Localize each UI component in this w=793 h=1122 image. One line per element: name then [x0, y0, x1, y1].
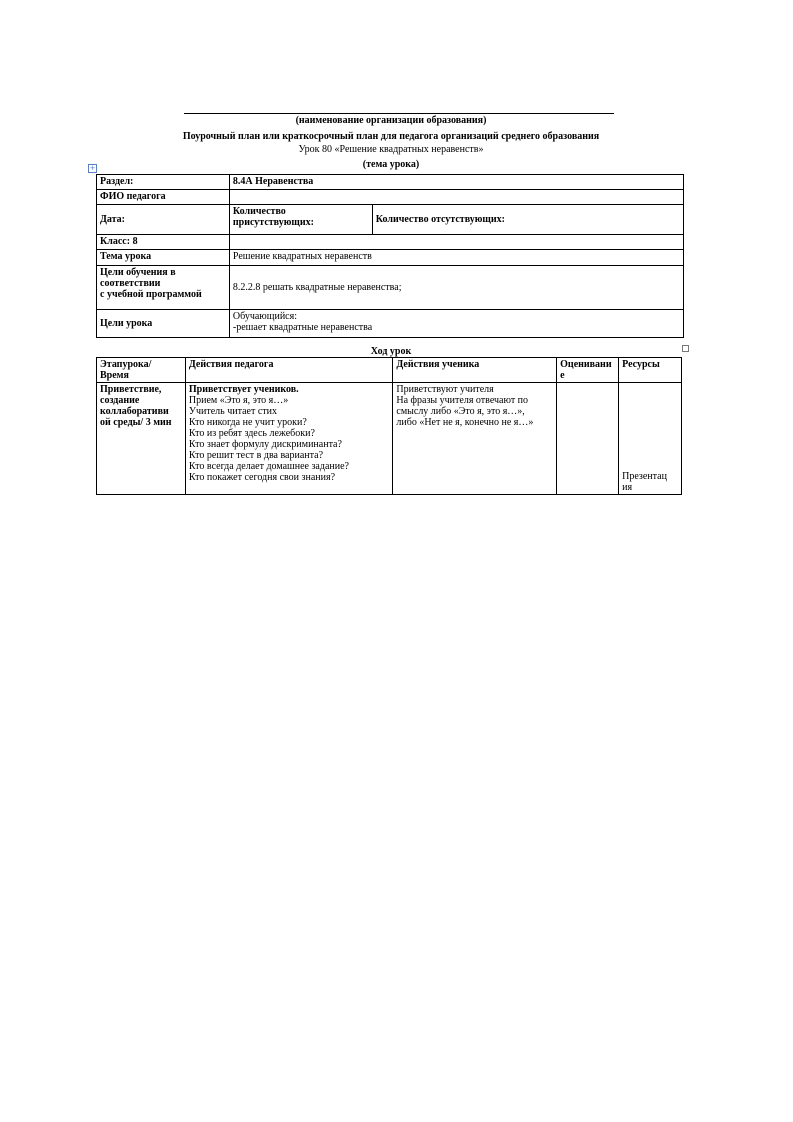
- lesson-goals-line-1: Обучающийся:: [232, 311, 297, 322]
- table-move-handle-icon[interactable]: +: [89, 164, 96, 172]
- plan-title: Поурочный план или краткосрочный план для педагога организаций среднего образования: [182, 131, 600, 142]
- section-label: Раздел:: [97, 175, 230, 190]
- absent-count-label: Количество отсутствующих:: [372, 205, 683, 235]
- learning-goals-label-cell: [97, 266, 230, 310]
- teacher-actions-header: Действия педагога: [185, 358, 393, 383]
- assessment-header: [557, 358, 619, 383]
- resources-header: Ресурсы: [619, 358, 682, 383]
- table-resize-handle[interactable]: [682, 345, 689, 352]
- stage-line: Приветствие,: [100, 384, 162, 395]
- teacher-name-label: ФИО педагога: [97, 190, 230, 205]
- stage-header-line-1: Этапурока/: [100, 359, 152, 370]
- assessment-header-line-1: Оценивани: [560, 359, 612, 370]
- teacher-action-greeting: Приветствует учеников.: [188, 384, 299, 395]
- topic-caption: (тема урока): [362, 159, 420, 170]
- student-action-line: либо «Нет не я, конечно не я…»: [396, 417, 534, 428]
- lesson-title: Урок 80 «Решение квадратных неравенств»: [298, 144, 484, 155]
- student-actions-cell: [393, 383, 557, 495]
- stage-line: коллаборативи: [100, 406, 169, 417]
- learning-goals-label-2: соответствии: [100, 278, 161, 289]
- org-name-caption: (наименование организации образования): [295, 115, 487, 126]
- present-count-label-2: присутствующих:: [232, 217, 314, 228]
- class-value: [229, 235, 683, 250]
- resources-cell: [619, 383, 682, 495]
- topic-label: Тема урока: [97, 250, 230, 266]
- student-action-line: смыслу либо «Это я, это я…»,: [396, 406, 525, 417]
- stage-cell: [97, 383, 186, 495]
- student-action-line: На фразы учителя отвечают по: [396, 395, 529, 406]
- teacher-action-line: Прием «Это я, это я…»: [188, 395, 289, 406]
- stage-header-line-2: Время: [100, 370, 129, 381]
- learning-goals-value: 8.2.2.8 решать квадратные неравенства;: [229, 266, 683, 310]
- teacher-action-line: Учитель читает стих: [188, 406, 277, 417]
- student-action-line: Приветствуют учителя: [396, 384, 494, 395]
- present-count-label-1: Количество: [232, 206, 286, 217]
- resources-line-2: ия: [622, 482, 633, 493]
- teacher-action-line: Кто всегда делает домашнее задание?: [188, 461, 349, 472]
- class-label: Класс: 8: [97, 235, 230, 250]
- lesson-process-title: Ход урок: [370, 346, 412, 357]
- lesson-info-table: [96, 174, 684, 338]
- stage-header: [97, 358, 186, 383]
- lesson-goals-value-cell: [229, 310, 683, 338]
- stage-line: создание: [100, 395, 140, 406]
- learning-goals-label-1: Цели обучения в: [100, 267, 176, 278]
- section-value: 8.4А Неравенства: [229, 175, 683, 190]
- teacher-action-line: Кто решит тест в два варианта?: [188, 450, 324, 461]
- date-label: Дата:: [97, 205, 230, 235]
- assessment-cell: [557, 383, 619, 495]
- lesson-goals-line-2: -решает квадратные неравенства: [232, 322, 373, 333]
- learning-goals-label-3: с учебной программой: [100, 289, 202, 300]
- present-count-cell: [229, 205, 372, 235]
- org-name-underline: [184, 113, 614, 114]
- teacher-action-line: Кто покажет сегодня свои знания?: [188, 472, 336, 483]
- teacher-action-line: Кто знает формулу дискриминанта?: [188, 439, 342, 450]
- topic-value: Решение квадратных неравенств: [229, 250, 683, 266]
- teacher-name-value[interactable]: [229, 190, 683, 205]
- resources-line-1: Презентац: [622, 471, 667, 482]
- teacher-action-line: Кто из ребят здесь лежебоки?: [188, 428, 315, 439]
- teacher-actions-cell: [185, 383, 393, 495]
- lesson-goals-label: Цели урока: [97, 310, 230, 338]
- assessment-header-line-2: е: [560, 370, 565, 381]
- lesson-process-table: [96, 357, 682, 495]
- student-actions-header: Действия ученика: [393, 358, 557, 383]
- teacher-action-line: Кто никогда не учит уроки?: [188, 417, 307, 428]
- stage-line: ой среды/ 3 мин: [100, 417, 172, 428]
